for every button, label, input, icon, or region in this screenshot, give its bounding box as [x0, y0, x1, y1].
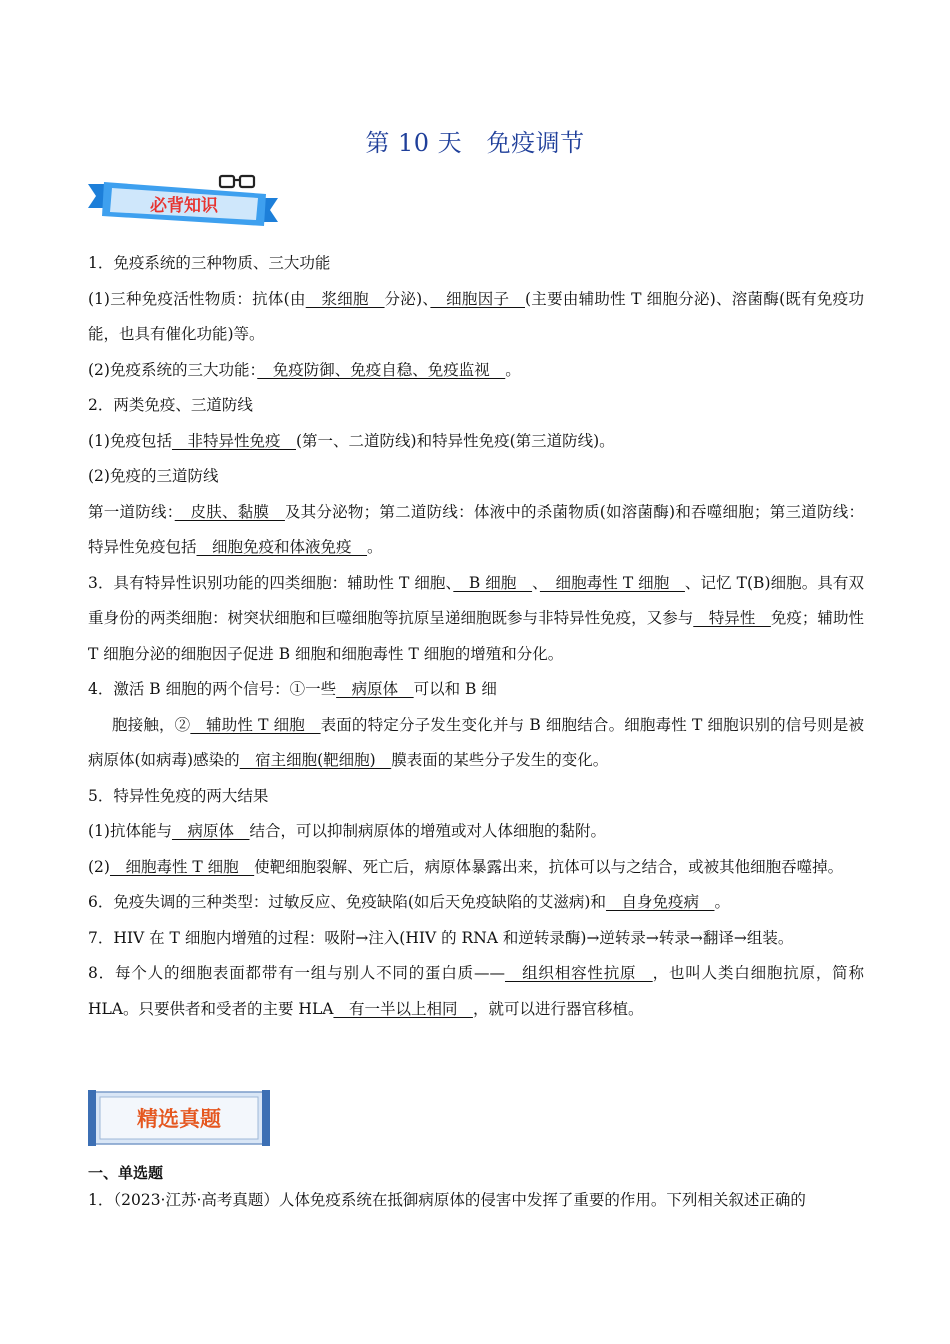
- item-8: 8．每个人的细胞表面都带有一组与别人不同的蛋白质—— 组织相容性抗原 ，也叫人类白细胞抗原，简称 HLA。只要供者和受者的主要 HLA 有一半以上相同 ，就可以进行器官移植。: [88, 964, 864, 1018]
- item-4-cont: 胞接触，② 辅助性 T 细胞 表面的特定分子发生变化并与 B 细胞结合。细胞毒性 T 细胞识别的信号则是被病原体(如病毒)感染的 宿主细胞(靶细胞) 膜表面的某些分子发生的变化。: [88, 715, 864, 769]
- item-1-heading: 1．免疫系统的三种物质、三大功能: [88, 254, 331, 272]
- badge-label: 必背知识: [150, 196, 218, 216]
- item-5-2: (2) 细胞毒性 T 细胞 使靶细胞裂解、死亡后，病原体暴露出来，抗体可以与之结合，或被其他细胞吞噬掉。: [88, 857, 844, 876]
- page-title: 第 10 天 免疫调节: [365, 129, 585, 157]
- item-2-1: (1)免疫包括 非特异性免疫 (第一、二道防线)和特异性免疫(第三道防线)。: [88, 431, 615, 450]
- section-heading: 一、单选题: [88, 1164, 164, 1182]
- item-2-3: 第一道防线： 皮肤、黏膜 及其分泌物；第二道防线：体液中的杀菌物质(如溶菌酶)和吞噬细胞；第三道防线：特异性免疫包括 细胞免疫和体液免疫 。: [88, 502, 864, 556]
- glasses-icon: [220, 176, 254, 187]
- must-memorize-banner: [88, 172, 278, 234]
- item-2-heading: 2．两类免疫、三道防线: [88, 396, 253, 414]
- item-1-1: (1)三种免疫活性物质：抗体(由 浆细胞 分泌)、 细胞因子 (主要由辅助性 T 细胞分泌)、溶菌酶(既有免疫功能，也具有催化功能)等。: [88, 289, 864, 343]
- item-7: 7．HIV 在 T 细胞内增殖的过程：吸附→注入(HIV 的 RNA 和逆转录酶)→逆转录→转录→翻译→组装。: [88, 928, 794, 947]
- item-6: 6．免疫失调的三种类型：过敏反应、免疫缺陷(如后天免疫缺陷的艾滋病)和 自身免疫病 。: [88, 893, 730, 911]
- question-1: 1．（2023·江苏·高考真题）人体免疫系统在抵御病原体的侵害中发挥了重要的作用。下列相关叙述正确的: [88, 1191, 806, 1209]
- selected-questions-banner: [88, 1090, 270, 1146]
- badge-label: 精选真题: [137, 1107, 221, 1131]
- knowledge-content: [88, 246, 864, 1027]
- item-5-1: (1)抗体能与 病原体 结合，可以抑制病原体的增殖或对人体细胞的黏附。: [88, 822, 606, 840]
- item-2-2: (2)免疫的三道防线: [88, 467, 219, 485]
- item-4: 4．激活 B 细胞的两个信号：①一些 病原体 可以和 B 细: [88, 680, 497, 698]
- item-1-2: (2)免疫系统的三大功能： 免疫防御、免疫自稳、免疫监视 。: [88, 360, 521, 379]
- item-3: 3．具有特异性识别功能的四类细胞：辅助性 T 细胞、 B 细胞 、 细胞毒性 T 细胞 、记忆 T(B)细胞。具有双重身份的两类细胞：树突状细胞和巨噬细胞等抗原呈递细胞既参与非特异性免疫，又参与 特异性 免疫；辅助性 T 细胞分泌的细胞因子促进 B 细胞和细胞毒性 T 细胞的增殖和分化。: [88, 573, 864, 663]
- item-5-heading: 5．特异性免疫的两大结果: [88, 786, 269, 805]
